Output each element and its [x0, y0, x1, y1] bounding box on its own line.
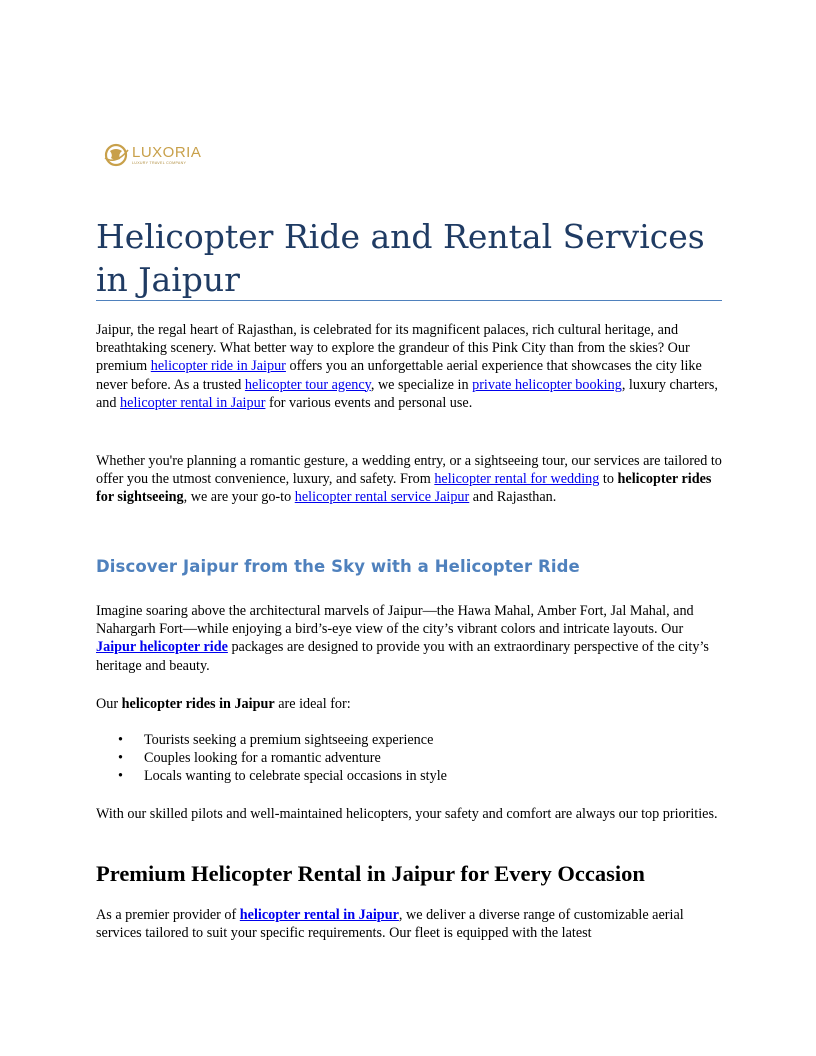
- link-private-helicopter-booking[interactable]: private helicopter booking: [472, 376, 622, 393]
- bullet-icon: •: [118, 732, 123, 748]
- link-helicopter-tour-agency[interactable]: helicopter tour agency: [244, 376, 371, 393]
- discover-text-1: Imagine soaring above the architectural marvels of Jaipur—the Hawa Mahal, Amber Fort, Jal Mahal, and Nahargarh Fort—while enjoying a bird’s-eye view of the city’s vibrant colors and intricate layouts. Our: [96, 603, 694, 638]
- section-heading-premium-rental: Premium Helicopter Rental in Jaipur for Every Occasion: [96, 861, 645, 886]
- ideal-bold-rides: helicopter rides in Jaipur: [121, 696, 275, 712]
- services-text-3: , we are your go-to: [183, 489, 295, 506]
- premium-text-2: , we deliver a diverse range of customizable aerial services tailored to suit your specific requirements. Our fleet is equipped with the latest: [96, 907, 684, 942]
- list-item: [96, 749, 722, 767]
- discover-paragraph: [96, 602, 722, 675]
- luxoria-logo: [102, 139, 222, 171]
- bullet-icon: •: [118, 750, 123, 767]
- audience-list: [96, 731, 722, 786]
- brand-name: LUXORIA: [132, 143, 202, 161]
- link-helicopter-rental-wedding[interactable]: helicopter rental for wedding: [434, 471, 600, 488]
- ideal-for-paragraph: [96, 695, 722, 713]
- brand-tagline: LUXURY TRAVEL COMPANY: [132, 160, 187, 165]
- link-jaipur-helicopter-ride[interactable]: Jaipur helicopter ride: [96, 639, 228, 656]
- section-heading-discover: Discover Jaipur from the Sky with a Helicopter Ride: [96, 557, 580, 576]
- page-title: Helicopter Ride and Rental Services in Jaipur: [96, 217, 705, 299]
- services-text-1: Whether you're planning a romantic gesture, a wedding entry, or a sightseeing tour, our services are tailored to offer you the utmost convenience, luxury, and safety. From: [96, 453, 722, 488]
- intro-text-2: offers you an unforgettable aerial experience that showcases the city like never before. As a trusted: [96, 358, 702, 393]
- intro-text-3: , we specialize in: [370, 376, 473, 393]
- link-helicopter-rental-service-jaipur[interactable]: helicopter rental service Jaipur: [294, 489, 470, 506]
- safety-paragraph: With our skilled pilots and well-maintained helicopters, your safety and comfort are always our top priorities.: [96, 806, 718, 822]
- ideal-text-2: are ideal for:: [274, 696, 351, 712]
- link-helicopter-rental-jaipur-bold[interactable]: helicopter rental in Jaipur: [239, 907, 399, 923]
- intro-text-1: Jaipur, the regal heart of Rajasthan, is celebrated for its magnificent palaces, rich cultural heritage, and breathtaking scenery. What better way to explore the grandeur of this Pink City than from the skies? Our premium: [96, 322, 690, 375]
- intro-text-4: , luxury charters, and: [96, 376, 718, 411]
- ideal-text-1: Our: [96, 696, 122, 712]
- services-paragraph: [96, 452, 722, 507]
- services-bold-sightseeing: helicopter rides for sightseeing: [96, 471, 712, 506]
- link-helicopter-ride-jaipur[interactable]: helicopter ride in Jaipur: [150, 358, 286, 375]
- bullet-icon: •: [118, 768, 123, 785]
- intro-text-5: for various events and personal use.: [265, 394, 473, 411]
- list-item: [96, 731, 722, 749]
- services-text-2: to: [599, 471, 618, 488]
- globe-logo-icon: [102, 141, 130, 169]
- link-helicopter-rental-jaipur[interactable]: helicopter rental in Jaipur: [120, 394, 266, 411]
- services-text-4: and Rajasthan.: [469, 489, 557, 506]
- list-item: [96, 767, 722, 785]
- list-item-text: Couples looking for a romantic adventure: [144, 750, 381, 767]
- premium-paragraph: [96, 906, 722, 942]
- intro-paragraph: [96, 321, 722, 412]
- list-item-text: Locals wanting to celebrate special occasions in style: [144, 768, 447, 785]
- title-underline: [96, 300, 722, 301]
- discover-text-2: packages are designed to provide you with an extraordinary perspective of the city’s heritage and beauty.: [96, 639, 709, 674]
- list-item-text: Tourists seeking a premium sightseeing experience: [144, 732, 434, 748]
- premium-text-1: As a premier provider of: [96, 907, 240, 923]
